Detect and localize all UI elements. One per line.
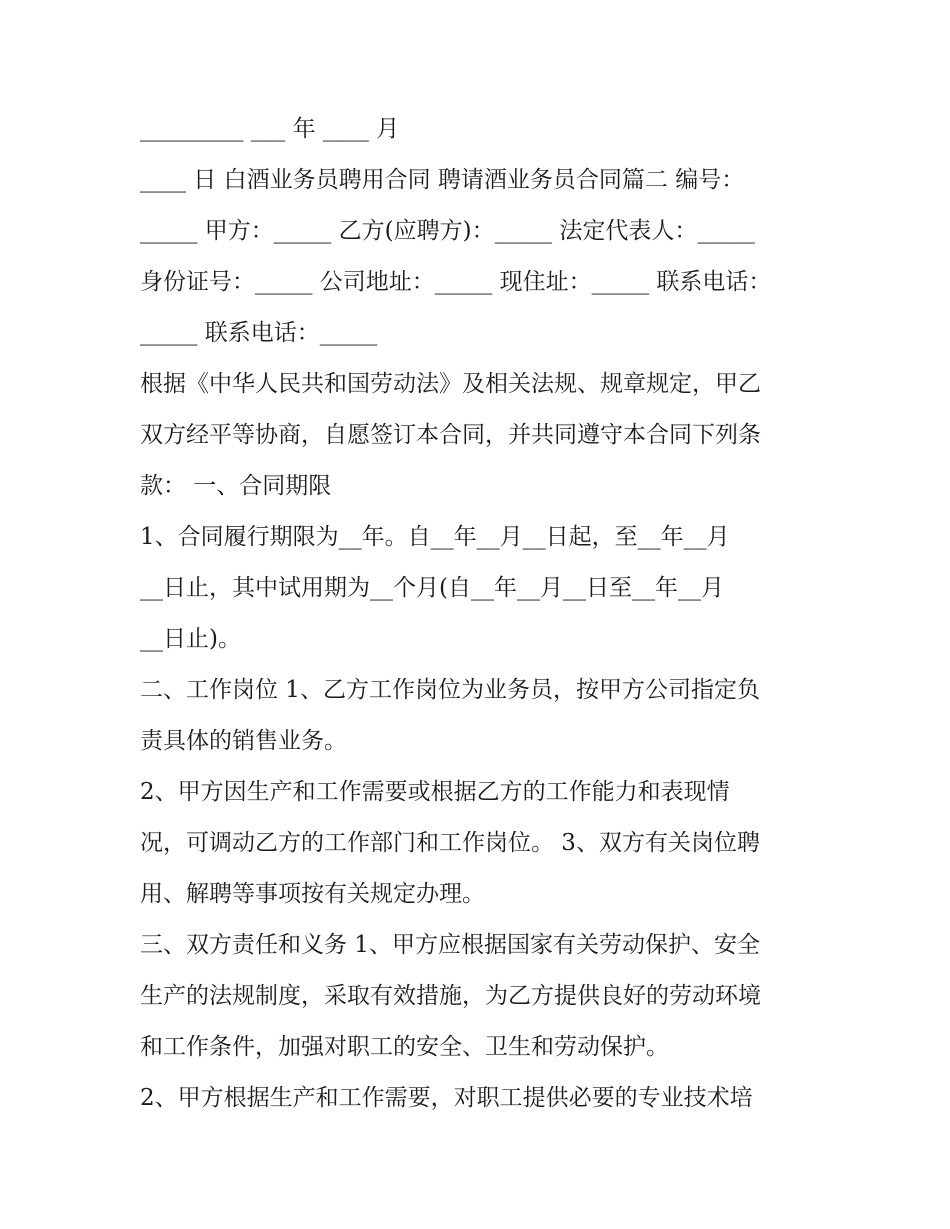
text-line: 三、双方责任和义务 1、甲方应根据国家有关劳动保护、安全 [140, 932, 760, 958]
text-line: 用、解聘等事项按有关规定办理。 [140, 881, 485, 907]
text-line: 2、甲方根据生产和工作需要，对职工提供必要的专业技术培 [140, 1085, 753, 1111]
text-line: 和工作条件，加强对职工的安全、卫生和劳动保护。 [140, 1034, 669, 1060]
text-line: __日止)。 [140, 626, 241, 652]
text-line: 况，可调动乙方的工作部门和工作岗位。 3、双方有关岗位聘 [140, 830, 760, 856]
text-line: 身份证号：_____ 公司地址：_____ 现住址：_____ 联系电话： [140, 269, 772, 295]
text-line: 生产的法规制度，采取有效措施，为乙方提供良好的劳动环境 [140, 983, 761, 1009]
text-line: ____ 日 白酒业务员聘用合同 聘请酒业务员合同篇二 编号： [140, 167, 745, 193]
text-line: _____ 联系电话：_____ [140, 320, 378, 346]
contract-text [140, 104, 830, 1124]
text-line: 2、甲方因生产和工作需要或根据乙方的工作能力和表现情 [140, 779, 730, 805]
text-line: 1、合同履行期限为__年。自__年__月__日起，至__年__月 [140, 524, 730, 550]
text-line: _____ 甲方：_____ 乙方(应聘方)：_____ 法定代表人：_____ [140, 218, 755, 244]
text-line: _________ ___ 年 ____ 月 [140, 116, 400, 142]
text-line: 款： 一、合同期限 [140, 473, 332, 499]
text-line: 责具体的销售业务。 [140, 728, 347, 754]
text-line: 双方经平等协商，自愿签订本合同，并共同遵守本合同下列条 [140, 422, 761, 448]
text-line: __日止，其中试用期为__个月(自__年__月__日至__年__月 [140, 575, 724, 601]
text-line: 二、工作岗位 1、乙方工作岗位为业务员，按甲方公司指定负 [140, 677, 760, 703]
text-line: 根据《中华人民共和国劳动法》及相关法规、规章规定，甲乙 [140, 371, 761, 397]
